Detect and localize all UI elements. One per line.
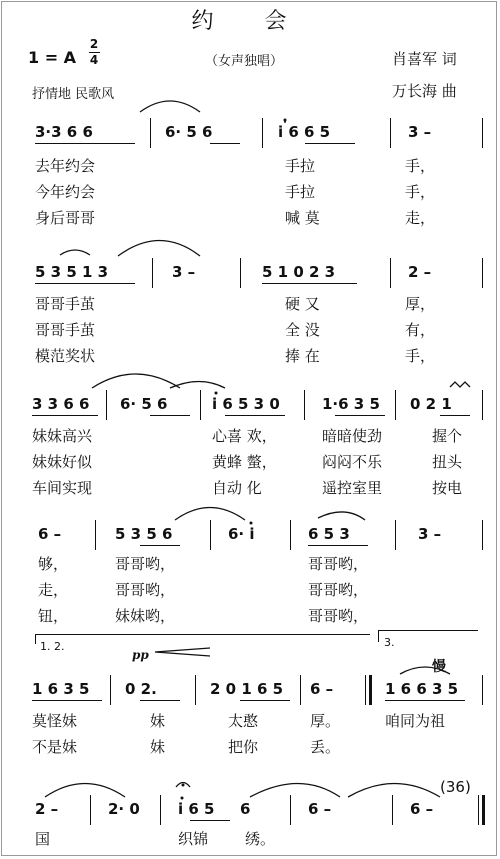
lyric-row6-b: 织锦 xyxy=(178,830,209,848)
lyric-row5-v2-b: 妹 xyxy=(150,738,166,756)
notes-row5-m5: 1 6 6 3 5 xyxy=(385,680,459,698)
notes-row6-m3: i 6 5 xyxy=(178,800,215,818)
high-octave-dot xyxy=(181,797,184,800)
lyric-row1-v2-c: 手， xyxy=(405,183,436,201)
lyric-row1-v2-a: 今年约会 xyxy=(35,183,96,201)
lyric-row3-v3-d: 按电 xyxy=(432,479,463,497)
lyric-row3-v2-d: 扭头 xyxy=(432,453,463,471)
fermata-dot xyxy=(182,784,185,787)
lyric-row2-v2-c: 有， xyxy=(405,321,436,339)
notes-row2-m2: 3 – xyxy=(172,263,196,281)
lyric-row5-v1-e: 咱同为祖 xyxy=(385,712,446,730)
lyric-row6-c: 绣。 xyxy=(245,830,276,848)
lyric-row4-v3-b: 妹妹哟， xyxy=(115,607,176,625)
lyric-row4-v2-a: 走， xyxy=(38,581,69,599)
notes-row4-m3: 6· i xyxy=(228,525,255,543)
lyric-row1-v1-c: 手， xyxy=(405,157,436,175)
lyric-row5-v1-a: 莫怪妹 xyxy=(32,712,78,730)
lyric-row3-v1-b: 心喜 欢， xyxy=(212,427,277,445)
lyric-row2-v2-b: 全 没 xyxy=(285,321,320,339)
notes-row6-m6: 6 – xyxy=(410,800,434,818)
measure-count: (36) xyxy=(440,778,471,796)
lyric-row4-v2-b: 哥哥哟， xyxy=(115,581,176,599)
slur xyxy=(318,512,365,520)
lyric-row3-v3-a: 车间实现 xyxy=(32,479,93,497)
lyric-row2-v1-c: 厚， xyxy=(405,295,436,313)
lyric-row5-v1-d: 厚。 xyxy=(310,712,341,730)
slur xyxy=(140,101,200,112)
crescendo-hairpin xyxy=(155,648,210,656)
lyric-row4-v1-a: 够， xyxy=(38,555,69,573)
lyric-row3-v3-c: 遥控室里 xyxy=(322,479,383,497)
notes-row4-m1: 6 – xyxy=(38,525,62,543)
tempo-mark: 慢 xyxy=(432,659,446,675)
slur xyxy=(45,784,125,798)
notes-row6-m1: 2 – xyxy=(35,800,59,818)
lyric-row1-v1-b: 手拉 xyxy=(285,157,316,175)
composer-credit: 万长海 曲 xyxy=(392,82,457,100)
notes-row6-m5: 6 – xyxy=(308,800,332,818)
notes-row5-m3: 2 0 1 6 5 xyxy=(210,680,284,698)
time-signature-bottom: 4 xyxy=(89,53,99,67)
lyric-row3-v2-c: 闷闷不乐 xyxy=(322,453,383,471)
lyric-row3-v1-c: 暗暗使劲 xyxy=(322,427,383,445)
trill-mark xyxy=(450,382,470,387)
lyric-row3-v1-a: 妹妹高兴 xyxy=(32,427,93,445)
lyric-row3-v2-a: 妹妹好似 xyxy=(32,453,93,471)
lyric-row3-v1-d: 握个 xyxy=(432,427,463,445)
lyric-row1-v3-c: 走， xyxy=(405,209,436,227)
lyric-row4-v3-c: 哥哥哟， xyxy=(308,607,369,625)
dynamic-pp: pp xyxy=(132,648,149,662)
lyric-row5-v1-c: 太憨 xyxy=(228,712,259,730)
notes-row1-m2: 6· 5 6 xyxy=(165,123,213,141)
notes-row5-m1: 1 6 3 5 xyxy=(32,680,90,698)
slur xyxy=(250,784,340,798)
lyric-row4-v3-a: 钮， xyxy=(38,607,69,625)
lyric-row4-v1-b: 哥哥哟， xyxy=(115,555,176,573)
lyric-row5-v2-d: 丢。 xyxy=(310,738,341,756)
lyric-row3-v2-b: 黄蜂 螫， xyxy=(212,453,277,471)
notes-row6-m2: 2· 0 xyxy=(108,800,140,818)
lyric-row1-v3-a: 身后哥哥 xyxy=(35,209,96,227)
notes-row2-m3: 5 1 0 2 3 xyxy=(262,263,336,281)
notes-row5-m2: 0 2. xyxy=(125,680,157,698)
tempo-style: 抒情地 民歌风 xyxy=(32,87,115,102)
lyric-row1-v1-a: 去年约会 xyxy=(35,157,96,175)
notes-row1-m1: 3·3 6 6 xyxy=(35,123,93,141)
lyric-row4-v1-c: 哥哥哟， xyxy=(308,555,369,573)
page-title: 约 会 xyxy=(191,9,309,34)
lyric-row3-v3-b: 自动 化 xyxy=(212,479,262,497)
notes-row2-m1: 5 3 5 1 3 xyxy=(35,263,109,281)
notes-row2-m4: 2 – xyxy=(408,263,432,281)
notes-row3-m2: 6· 5 6 xyxy=(120,395,168,413)
lyric-row4-v2-c: 哥哥哟， xyxy=(308,581,369,599)
high-octave-dot xyxy=(215,392,218,395)
notes-row3-m5: 0 2 1 xyxy=(410,395,452,413)
lyric-row5-v2-c: 把你 xyxy=(228,738,259,756)
lyric-row2-v2-a: 哥哥手茧 xyxy=(35,321,96,339)
lyric-row5-v1-b: 妹 xyxy=(150,712,166,730)
time-signature-top: 2 xyxy=(89,37,99,51)
lyric-row5-v2-a: 不是妹 xyxy=(32,738,78,756)
lyric-row2-v1-b: 硬 又 xyxy=(285,295,320,313)
notes-row4-m5: 3 – xyxy=(418,525,442,543)
key-signature: 1 = A xyxy=(28,48,77,67)
lyricist-credit: 肖喜军 词 xyxy=(392,50,457,68)
notes-row1-m3: i 6 6 5 xyxy=(278,123,331,141)
slur xyxy=(348,784,440,798)
slur xyxy=(118,241,200,257)
notes-row4-m2: 5 3 5 6 xyxy=(115,525,173,543)
notes-row3-m3: i 6 5 3 0 xyxy=(212,395,280,413)
ending-3-label: 3. xyxy=(384,636,395,649)
notes-row3-m4: 1·6 3 5 xyxy=(322,395,380,413)
notes-row5-m4: 6 – xyxy=(310,680,334,698)
lyric-row2-v3-b: 捧 在 xyxy=(285,347,320,365)
lyric-row2-v3-c: 手， xyxy=(405,347,436,365)
lyric-row6-a: 国 xyxy=(35,830,51,848)
ending-1-2-label: 1. 2. xyxy=(40,640,65,653)
slur xyxy=(175,508,245,521)
high-octave-dot xyxy=(284,119,287,122)
notes-row1-m4: 3 – xyxy=(408,123,432,141)
lyric-row2-v3-a: 模范奖状 xyxy=(35,347,96,365)
notes-row4-m4: 6 5 3 xyxy=(308,525,350,543)
notes-row6-m4: 6 xyxy=(240,800,251,818)
slur xyxy=(400,667,450,674)
lyric-row1-v3-b: 喊 莫 xyxy=(285,209,320,227)
lyric-row1-v2-b: 手拉 xyxy=(285,183,316,201)
subtitle: （女声独唱） xyxy=(205,54,284,69)
notes-row3-m1: 3 3 6 6 xyxy=(32,395,90,413)
lyric-row2-v1-a: 哥哥手茧 xyxy=(35,295,96,313)
slur xyxy=(92,374,180,388)
high-octave-dot xyxy=(250,522,253,525)
slur xyxy=(60,250,90,255)
